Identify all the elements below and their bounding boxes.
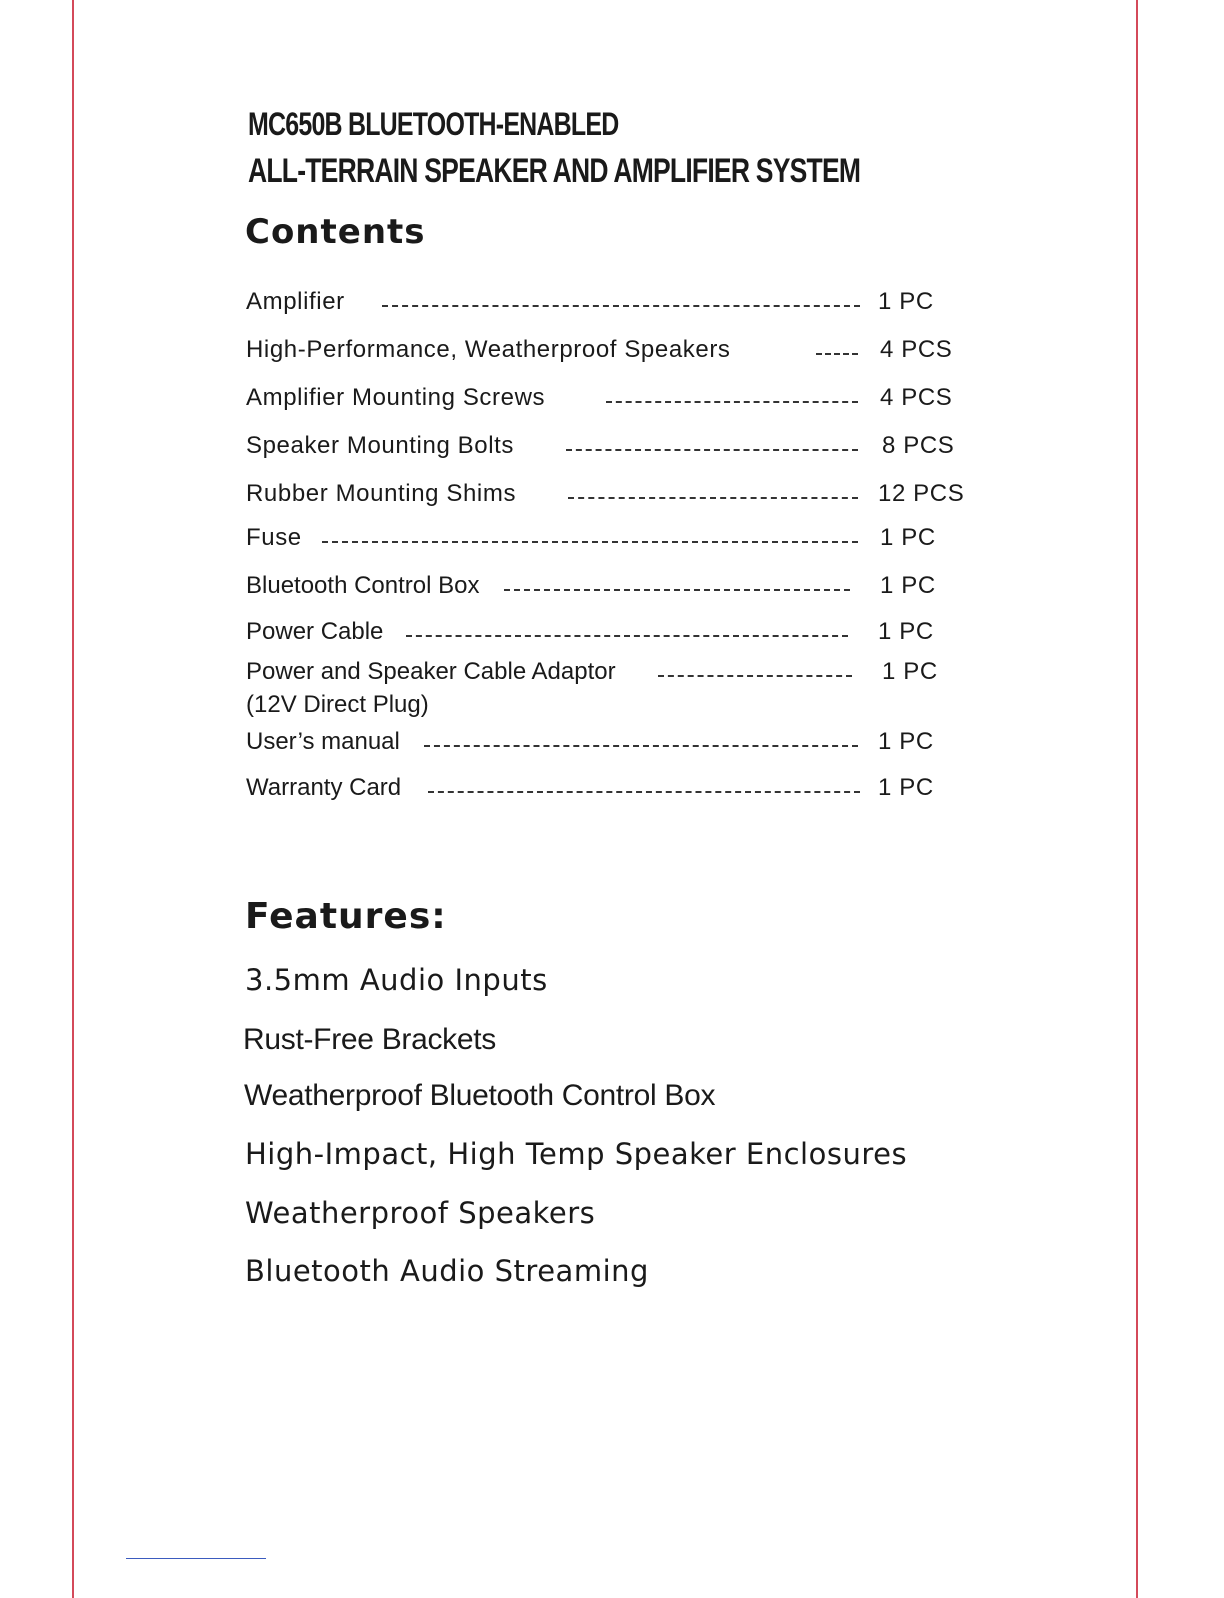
dot-leader	[428, 791, 860, 793]
item-name: Bluetooth Control Box	[246, 572, 480, 599]
contents-item-speakers	[246, 336, 986, 370]
contents-item-speaker-bolts	[246, 432, 986, 466]
dot-leader	[504, 589, 850, 591]
item-name: Power Cable	[246, 618, 384, 645]
item-quantity: 8 PCS	[882, 432, 955, 459]
dot-leader	[658, 675, 852, 677]
item-quantity: 1 PC	[878, 618, 934, 645]
item-quantity: 1 PC	[880, 524, 936, 551]
footer-rule	[126, 1558, 266, 1559]
dot-leader	[566, 449, 858, 451]
contents-item-manual	[246, 728, 986, 762]
item-quantity: 1 PC	[878, 774, 934, 801]
item-name: High-Performance, Weatherproof Speakers	[246, 336, 731, 363]
contents-item-power-cable	[246, 618, 986, 652]
feature-item: 3.5mm Audio Inputs	[245, 963, 548, 997]
item-quantity: 12 PCS	[878, 480, 965, 507]
feature-item: Bluetooth Audio Streaming	[245, 1254, 649, 1288]
item-name: Speaker Mounting Bolts	[246, 432, 515, 459]
dot-leader	[424, 745, 858, 747]
contents-item-shims	[246, 480, 986, 514]
contents-item-amplifier-screws	[246, 384, 986, 418]
item-name: Amplifier	[246, 288, 345, 315]
dot-leader	[322, 541, 858, 543]
feature-item: Rust-Free Brackets	[243, 1023, 496, 1056]
item-quantity: 4 PCS	[880, 384, 953, 411]
contents-item-amplifier	[246, 288, 986, 322]
item-quantity: 1 PC	[880, 572, 936, 599]
dot-leader	[816, 353, 858, 355]
item-name: Amplifier Mounting Screws	[246, 384, 546, 411]
item-name: Warranty Card	[246, 774, 402, 801]
item-quantity: 4 PCS	[880, 336, 953, 363]
item-name: Rubber Mounting Shims	[246, 480, 517, 507]
contents-item-fuse	[246, 524, 986, 558]
item-name: Power and Speaker Cable Adaptor	[246, 658, 616, 685]
item-quantity: 1 PC	[878, 728, 934, 755]
dot-leader	[406, 635, 848, 637]
feature-item: High-Impact, High Temp Speaker Enclosures	[245, 1137, 908, 1171]
contents-item-cable-adaptor	[246, 658, 986, 724]
features-heading: Features:	[245, 896, 447, 937]
item-name: User’s manual	[246, 728, 400, 755]
item-subtitle: (12V Direct Plug)	[246, 691, 429, 718]
item-name: Fuse	[246, 524, 302, 551]
dot-leader	[606, 401, 858, 403]
feature-item: Weatherproof Speakers	[245, 1196, 596, 1230]
contents-item-warranty	[246, 774, 986, 808]
document-title-line-2: ALL-TERRAIN SPEAKER AND AMPLIFIER SYSTEM	[248, 152, 861, 190]
contents-item-control-box	[246, 572, 986, 606]
item-quantity: 1 PC	[878, 288, 934, 315]
contents-heading: Contents	[245, 212, 426, 252]
dot-leader	[568, 497, 858, 499]
dot-leader	[382, 305, 860, 307]
document-title-line-1: MC650B BLUETOOTH-ENABLED	[248, 106, 619, 142]
feature-item: Weatherproof Bluetooth Control Box	[244, 1079, 716, 1112]
item-quantity: 1 PC	[882, 658, 938, 685]
